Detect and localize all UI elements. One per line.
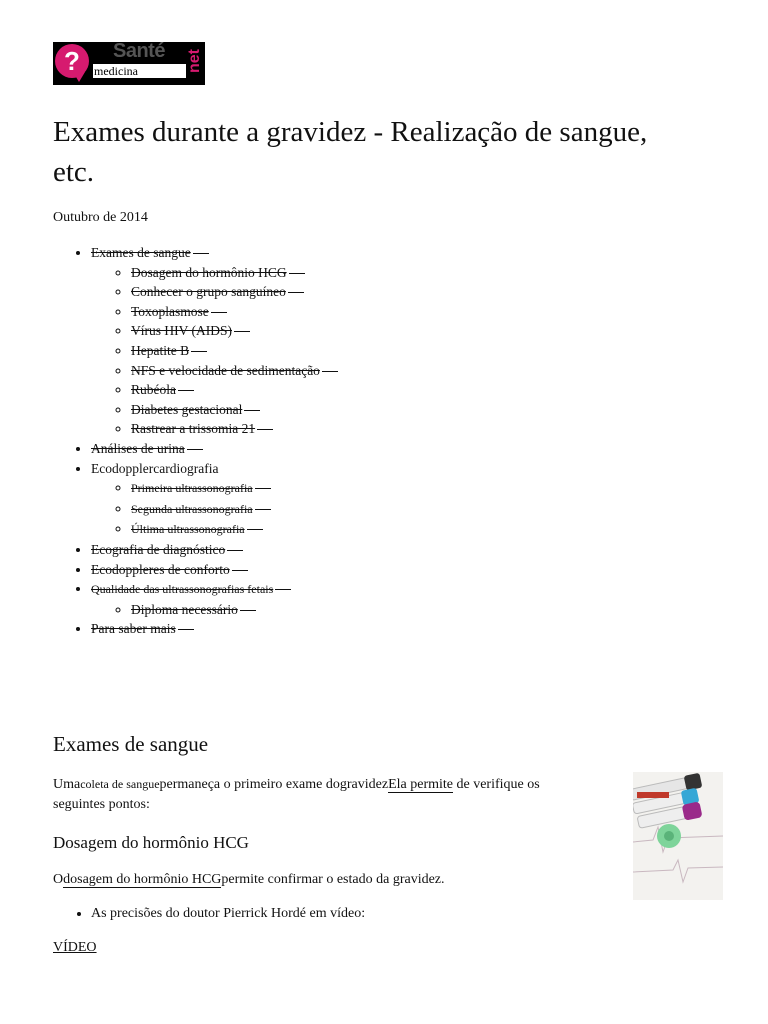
toc-link[interactable]: NFS e velocidade de sedimentação xyxy=(131,363,338,378)
toc-link[interactable]: Toxoplasmose xyxy=(131,304,227,319)
bubble-tail xyxy=(73,72,85,82)
toc-link-comfort[interactable]: Ecodoppleres de conforto xyxy=(91,562,248,577)
section-heading: Exames de sangue xyxy=(53,732,209,756)
toc-link-urine[interactable]: Análises de urina xyxy=(91,441,203,456)
toc-link-quality[interactable]: Qualidade das ultrassonografias fetais xyxy=(91,582,291,596)
toc-subitem xyxy=(131,380,338,400)
toc-sublist xyxy=(91,478,338,540)
toc-link[interactable]: Rastrear a trissomia 21 xyxy=(131,421,273,436)
toc-link-diag[interactable]: Ecografia de diagnóstico xyxy=(91,542,243,557)
subsection-heading: Dosagem do hormônio HCG xyxy=(53,833,249,852)
logo-suffix: net xyxy=(186,49,203,73)
toc-item xyxy=(91,439,338,459)
toc-link[interactable]: Segunda ultrassonografia xyxy=(131,502,271,516)
site-logo[interactable] xyxy=(53,42,205,85)
inline-term: coleta de sangue xyxy=(80,777,160,791)
text: O xyxy=(53,872,64,887)
toc-link[interactable]: Diploma necessário xyxy=(131,602,256,617)
list-item: • As precisões do doutor Pierrick Hordé em vídeo: xyxy=(91,906,365,922)
toc-subitem xyxy=(131,419,338,439)
blood-tubes-illustration xyxy=(633,772,723,900)
blood-tubes-image xyxy=(633,772,723,900)
text: permaneça o primeiro exame do xyxy=(159,777,340,792)
text: permite confirmar o estado da gravidez. xyxy=(221,872,445,887)
text: de verifique os seguintes pontos: xyxy=(53,777,540,812)
inline-link[interactable]: Ela permite xyxy=(388,777,453,792)
toc-subitem xyxy=(131,361,338,381)
toc-link[interactable]: Hepatite B xyxy=(131,343,207,358)
toc-link[interactable]: Diabetes gestacional xyxy=(131,402,260,417)
toc-subitem xyxy=(131,282,338,302)
text: Uma xyxy=(53,777,81,792)
intro-paragraph xyxy=(53,774,553,815)
video-bullet-list xyxy=(53,906,365,922)
toc-link[interactable]: Conhecer o grupo sanguíneo xyxy=(131,284,304,299)
toc-subitem xyxy=(131,600,338,620)
logo-subtitle: medicina xyxy=(93,64,186,78)
page-title: Exames durante a gravidez - Realização de sangue, etc. xyxy=(53,116,648,188)
toc-item xyxy=(91,560,338,580)
toc-subitem xyxy=(131,499,338,520)
toc-link-blood[interactable]: Exames de sangue xyxy=(91,245,209,260)
video-link[interactable]: VÍDEO xyxy=(53,940,97,955)
text: gravidez xyxy=(339,777,389,792)
inline-link[interactable]: dosagem do hormônio HCG xyxy=(63,872,222,887)
toc-subitem xyxy=(131,400,338,420)
toc-subitem xyxy=(131,341,338,361)
toc-sublist xyxy=(91,263,338,439)
toc-item xyxy=(91,243,338,439)
toc-subitem xyxy=(131,263,338,283)
toc-link[interactable]: Última ultrassonografia xyxy=(131,522,263,536)
toc-link[interactable]: Rubéola xyxy=(131,382,194,397)
toc-item xyxy=(91,619,338,639)
toc-item xyxy=(91,540,338,560)
toc-subitem xyxy=(131,519,338,540)
toc-subitem xyxy=(131,478,338,499)
toc-item xyxy=(91,459,338,540)
logo-brand: Santé xyxy=(113,40,165,62)
toc-sublist xyxy=(91,600,338,620)
toc-link[interactable]: Primeira ultrassonografia xyxy=(131,481,271,495)
toc-subitem xyxy=(131,321,338,341)
hcg-paragraph xyxy=(53,872,445,888)
toc-subitem xyxy=(131,302,338,322)
toc-label-echo: Ecodopplercardiografia xyxy=(91,460,219,476)
table-of-contents xyxy=(53,243,338,639)
toc-link-more[interactable]: Para saber mais xyxy=(91,621,194,636)
question-bubble-icon: ? xyxy=(55,44,89,78)
toc-link[interactable]: Dosagem do hormônio HCG xyxy=(131,265,305,280)
article-date: Outubro de 2014 xyxy=(53,210,148,225)
toc-item xyxy=(91,579,338,619)
toc-link[interactable]: Vírus HIV (AIDS) xyxy=(131,323,250,338)
